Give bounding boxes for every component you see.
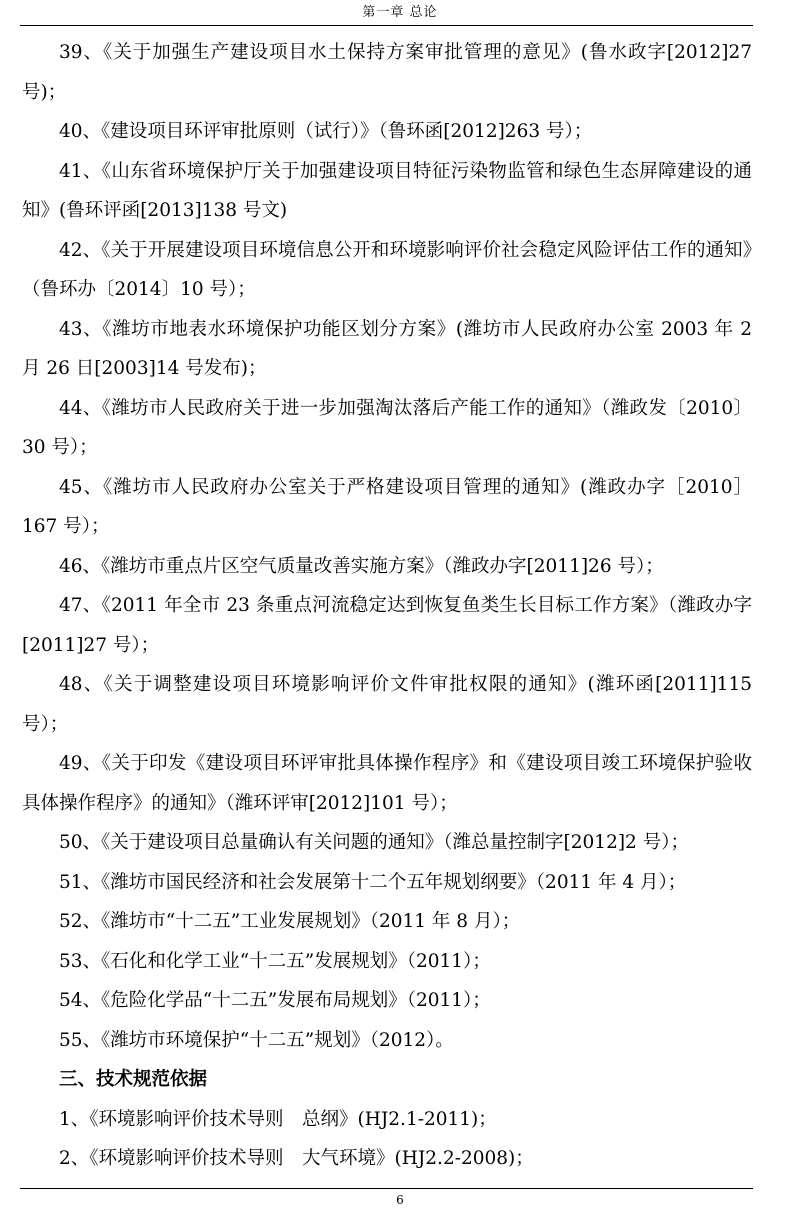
regulation-item-42: 42、《关于开展建设项目环境信息公开和环境影响评价社会稳定风险评估工作的通知》（鲁环办〔2014〕10 号）； bbox=[22, 239, 752, 300]
regulation-item-53: 53、《石化和化学工业“十二五”发展规划》（2011）； bbox=[59, 950, 491, 972]
regulation-item-44: 44、《潍坊市人民政府关于进一步加强淘汰落后产能工作的通知》（潍政发〔2010〕30 号）； bbox=[22, 397, 752, 458]
page-number: 6 bbox=[396, 1193, 404, 1207]
regulation-item-39: 39、《关于加强生产建设项目水土保持方案审批管理的意见》(鲁水政字[2012]27 号)； bbox=[22, 42, 752, 103]
technical-standard-item-1: 1、《环境影响评价技术导则 总纲》(HJ2.1-2011)； bbox=[59, 1108, 497, 1130]
footer-rule bbox=[20, 1188, 753, 1189]
regulation-item-49: 49、《关于印发《建设项目环评审批具体操作程序》和《建设项目竣工环境保护验收具体操作程序》的通知》（潍环评审[2012]101 号）； bbox=[22, 753, 752, 814]
regulation-item-45: 45、《潍坊市人民政府办公室关于严格建设项目管理的通知》(潍政办字［2010］167 号）； bbox=[22, 476, 752, 537]
regulation-item-46: 46、《潍坊市重点片区空气质量改善实施方案》（潍政办字[2011]26 号）； bbox=[59, 555, 664, 577]
regulation-item-54: 54、《危险化学品“十二五”发展布局规划》（2011）； bbox=[59, 990, 491, 1011]
regulation-item-47: 47、《2011 年全市 23 条重点河流稳定达到恢复鱼类生长目标工作方案》（潍政办字[2011]27 号）； bbox=[22, 595, 752, 656]
regulation-item-51: 51、《潍坊市国民经济和社会发展第十二个五年规划纲要》（2011 年 4 月）； bbox=[59, 871, 687, 893]
regulation-item-48: 48、《关于调整建设项目环境影响评价文件审批权限的通知》(潍环函[2011]115 号）； bbox=[22, 674, 752, 735]
regulation-item-52: 52、《潍坊市“十二五”工业发展规划》（2011 年 8 月）； bbox=[59, 911, 521, 932]
regulation-item-43: 43、《潍坊市地表水环境保护功能区划分方案》(潍坊市人民政府办公室 2003 年 2 月 26 日[2003]14 号发布)； bbox=[22, 318, 752, 379]
section-heading: 三、技术规范依据 bbox=[59, 1069, 208, 1090]
header-rule bbox=[20, 25, 753, 26]
technical-standard-item-2: 2、《环境影响评价技术导则 大气环境》(HJ2.2-2008)； bbox=[59, 1148, 534, 1169]
regulation-item-50: 50、《关于建设项目总量确认有关问题的通知》（潍总量控制字[2012]2 号）； bbox=[59, 832, 689, 853]
regulation-item-55: 55、《潍坊市环境保护“十二五”规划》（2012）。 bbox=[59, 1029, 454, 1051]
regulation-item-40: 40、《建设项目环评审批原则（试行）》（鲁环函[2012]263 号）； bbox=[59, 121, 593, 142]
document-body bbox=[22, 33, 752, 1179]
regulation-item-41: 41、《山东省环境保护厅关于加强建设项目特征污染物监管和绿色生态屏障建设的通知》(鲁环评函[2013]138 号文) bbox=[22, 160, 752, 221]
page-header: 第一章 总论 bbox=[362, 5, 438, 20]
